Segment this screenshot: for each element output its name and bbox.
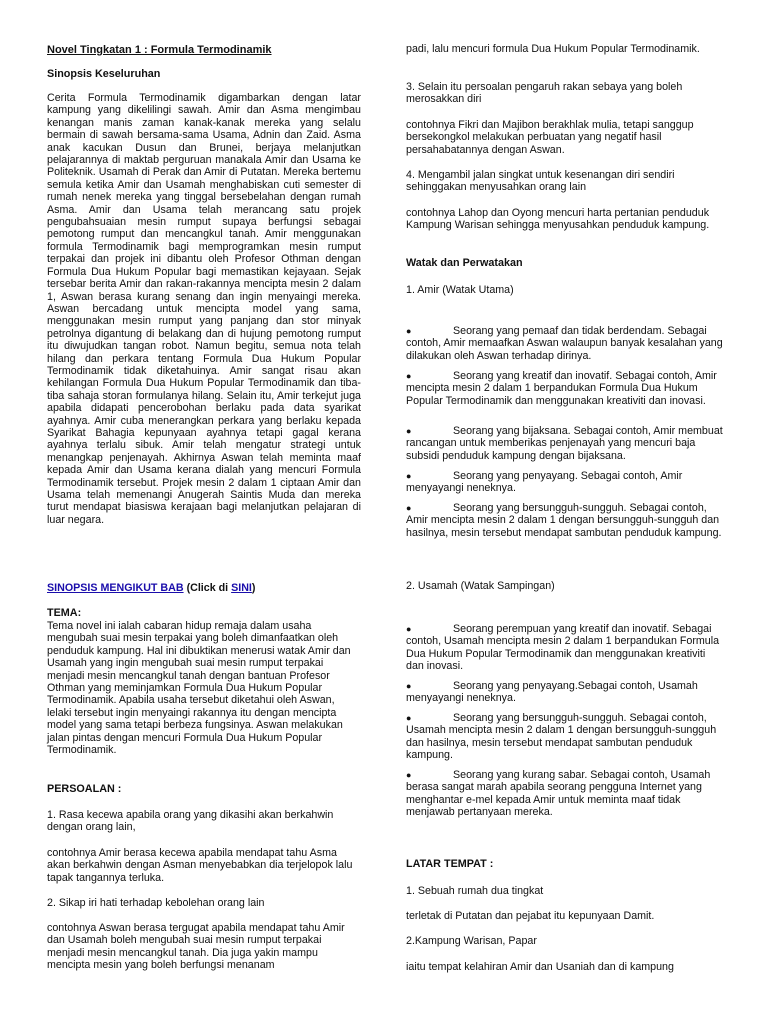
bullet-icon: ●: [406, 426, 412, 436]
setting-heading: LATAR TEMPAT :: [406, 858, 494, 870]
chapter-synopsis-link[interactable]: SINOPSIS MENGIKUT BAB: [47, 582, 184, 594]
issue-1-example: contohnya Amir berasa kecewa apabila mendapat tahu Asma akan berkahwin dengan Asman menyebabkan dia terjelopok lalu tapak tangannya terluka.: [47, 847, 353, 884]
issue-3: 3. Selain itu persoalan pengaruh rakan sebaya yang boleh merosakkan diri: [406, 81, 683, 106]
issue-3-example: contohnya Fikri dan Majibon berakhlak mulia, tetapi sanggup bersekongkol melakukan perbuatan yang negatif hasil persahabatannya dengan Aswan.: [406, 119, 694, 156]
char-2-heading: 2. Usamah (Watak Sampingan): [406, 580, 555, 592]
bullet-icon: ●: [406, 681, 412, 691]
issue-2-example: contohnya Aswan berasa tergugat apabila mendapat tahu Amir dan Usamah boleh mengubah suai mesin rumput terpakai menjadi mesin mencangkul tanah. Dia juga yakin mampu mencipta mesin yang boleh berfungsi menanam: [47, 922, 345, 972]
synopsis-heading: Sinopsis Keseluruhan: [47, 68, 161, 80]
click-here-link[interactable]: SINI: [231, 582, 252, 594]
char-1-trait-text: Seorang yang bersungguh-sungguh. Sebagai contoh, Amir mencipta mesin 2 dalam 1 dengan bersungguh-sungguh dan hasilnya, mesin tersebut mendapat sambutan penduduk kampung.: [406, 502, 722, 539]
bullet-icon: ●: [406, 326, 412, 336]
char-2-trait-text: Seorang perempuan yang kreatif dan inovatif. Sebagai contoh, Usamah mencipta mesin 2 dalam 1 berpandukan Formula Dua Hukum Popular Termodinamik dan menggunakan kreativiti dan inovasi.: [406, 623, 720, 673]
bullet-icon: ●: [406, 770, 412, 780]
click-suffix: ): [251, 582, 256, 594]
bullet-icon: ●: [406, 713, 412, 723]
issues-heading: PERSOALAN :: [47, 783, 122, 795]
issue-2-example-continued: padi, lalu mencuri formula Dua Hukum Popular Termodinamik.: [406, 43, 700, 55]
char-1-trait-text: Seorang yang pemaaf dan tidak berdendam. Sebagai contoh, Amir memaafkan Aswan walaupun banyak kesalahan yang dilakukan oleh Aswan terhadap dirinya.: [406, 325, 723, 362]
char-2-trait-text: Seorang yang penyayang.Sebagai contoh, Usamah menyayangi neneknya.: [406, 680, 698, 705]
char-2-trait-text: Seorang yang bersungguh-sungguh. Sebagai contoh, Usamah mencipta mesin 2 dalam 1 dengan bersungguh-sungguh dan hasilnya, mesin tersebut mendapat sambutan penduduk kampung.: [406, 712, 717, 762]
theme-text: Tema novel ini ialah cabaran hidup remaja dalam usaha mengubah suai mesin terpakai yang boleh dimanfaatkan oleh penduduk kampung. Hal ini dibuktikan menerusi watak Amir dan Usamah yang ingin mengubah suai mesin rumput terpakai menjadi mesin mencangkul tanah dengan bantuan Profesor Othman yang meminjamkan Formula Dua Hukum Popular Termodinamik. Apabila usaha tersebut diketahui oleh Aswan, lelaki tersebut ingin menyaingi rakannya itu dengan mencipta model yang sama tetapi berbeza fungsinya. Aswan melakukan jalan pintas dengan mencuri Formula Dua Hukum Popular Termodinamik.: [47, 620, 351, 757]
issue-4-example: contohnya Lahop dan Oyong mencuri harta pertanian penduduk Kampung Warisan sehingga menyusahkan penduduk kampung.: [406, 207, 710, 232]
chapter-link-line: [47, 582, 361, 594]
bullet-icon: ●: [406, 471, 412, 481]
setting-1: 1. Sebuah rumah dua tingkat: [406, 885, 544, 897]
setting-2-detail: iaitu tempat kelahiran Amir dan Usaniah dan di kampung: [406, 961, 674, 973]
issue-2: 2. Sikap iri hati terhadap kebolehan orang lain: [47, 897, 265, 909]
click-prefix: (Click di: [186, 582, 232, 594]
bullet-icon: ●: [406, 371, 412, 381]
setting-1-detail: terletak di Putatan dan pejabat itu kepunyaan Damit.: [406, 910, 655, 922]
char-1-trait-text: Seorang yang penyayang. Sebagai contoh, Amir menyayangi neneknya.: [406, 470, 683, 495]
synopsis-text: Cerita Formula Termodinamik digambarkan dengan latar kampung yang dikelilingi sawah. Amir dan Asma mengimbau kenangan manis zaman kanak-kanak mereka yang selalu bermain di sawah bersama-sama Usama, Adnin dan Zaid. Asma anak kacukan Dusun dan Brunei, berjaya melanjutkan pelajarannya di maktab perguruan manakala Amir dan Usama ke Politeknik. Usamah di Perak dan Amir di Putatan. Mereka bertemu semula ketika Amir dan Usamah menghabiskan cuti semester di rumah nenek mereka yang tinggal bersebelahan dengan rumah Asma. Amir dan Usama telah merancang satu projek pengubahsuaian mesin rumput supaya berfungsi sebagai pemotong rumput dan mencangkul tanah. Amir menggunakan formula Termodinamik bagi memprogramkan mesin rumput terpakai dan projek ini dibantu oleh Profesor Othman dengan Formula Dua Hukum Popular bagi memastikan kejayaan. Sejak tersebar berita Amir dan rakan-rakannya mencipta mesin 2 dalam 1, Aswan berasa kurang senang dan ingin menyaingi mereka. Aswan bercadang untuk mencipta model yang sama, menggunakan mesin rumput yang panjang dan stor minyak petrolnya digantung di belakang dan di hujung pemotong rumput itu diwujudkan tangan robot. Namun begitu, semua nota telah hilang dan perkara tentang Formula Dua Hukum Popular Termodinamik tidak diketahuinya. Amir sangat risau akan kehilangan Formula Dua Hukum Popular Termodinamik dan tiba-tiba sahaja storan formulanya hilang. Selain itu, Amir terkejut juga apabila didapati pencerobohan berlaku pada data syarikat ayahnya. Amir cuba menerangkan perkara yang berlaku kepada Syarikat Bahagia kepunyaan ayahnya tetapi gagal kerana ayahnya terlalu sibuk. Amir telah mengatur strategi untuk menangkap penjenayah. Akhirnya Aswan telah meminta maaf kepada Amir dan Usama kerana dialah yang mencuri Formula Termodinamik tersebut. Projek mesin 2 dalam 1 ciptaan Amir dan Usama telah memenangi Anugerah Saintis Muda dan mereka turut mendapat biasiswa kerajaan bagi melanjutkan pelajaran di luar negara.: [47, 92, 361, 526]
char-2-trait-text: Seorang yang kurang sabar. Sebagai contoh, Usamah berasa sangat marah apabila seorang pengguna Internet yang menghantar e-mel kepada Amir untuk meminta maaf tidak menjawab pertanyaan mereka.: [406, 769, 711, 819]
bullet-icon: ●: [406, 624, 412, 634]
characters-heading: Watak dan Perwatakan: [406, 257, 523, 269]
page-title: Novel Tingkatan 1 : Formula Termodinamik: [47, 44, 272, 56]
char-1-trait-text: Seorang yang bijaksana. Sebagai contoh, Amir membuat rancangan untuk memberikas penjenayah yang mencuri baja subsidi penduduk kampung dengan bijaksana.: [406, 425, 723, 462]
theme-heading: TEMA:: [47, 607, 82, 619]
setting-2: 2.Kampung Warisan, Papar: [406, 935, 537, 947]
char-1-trait-text: Seorang yang kreatif dan inovatif. Sebagai contoh, Amir mencipta mesin 2 dalam 1 berpandukan Formula Dua Hukum Popular Termodinamik dan menggunakan kreativiti dan inovasi.: [406, 370, 717, 407]
char-1-heading: 1. Amir (Watak Utama): [406, 284, 514, 296]
bullet-icon: ●: [406, 503, 412, 513]
issue-1: 1. Rasa kecewa apabila orang yang dikasihi akan berkahwin dengan orang lain,: [47, 809, 334, 834]
issue-4: 4. Mengambil jalan singkat untuk kesenangan diri sendiri sehinggakan menyusahkan orang lain: [406, 169, 675, 194]
